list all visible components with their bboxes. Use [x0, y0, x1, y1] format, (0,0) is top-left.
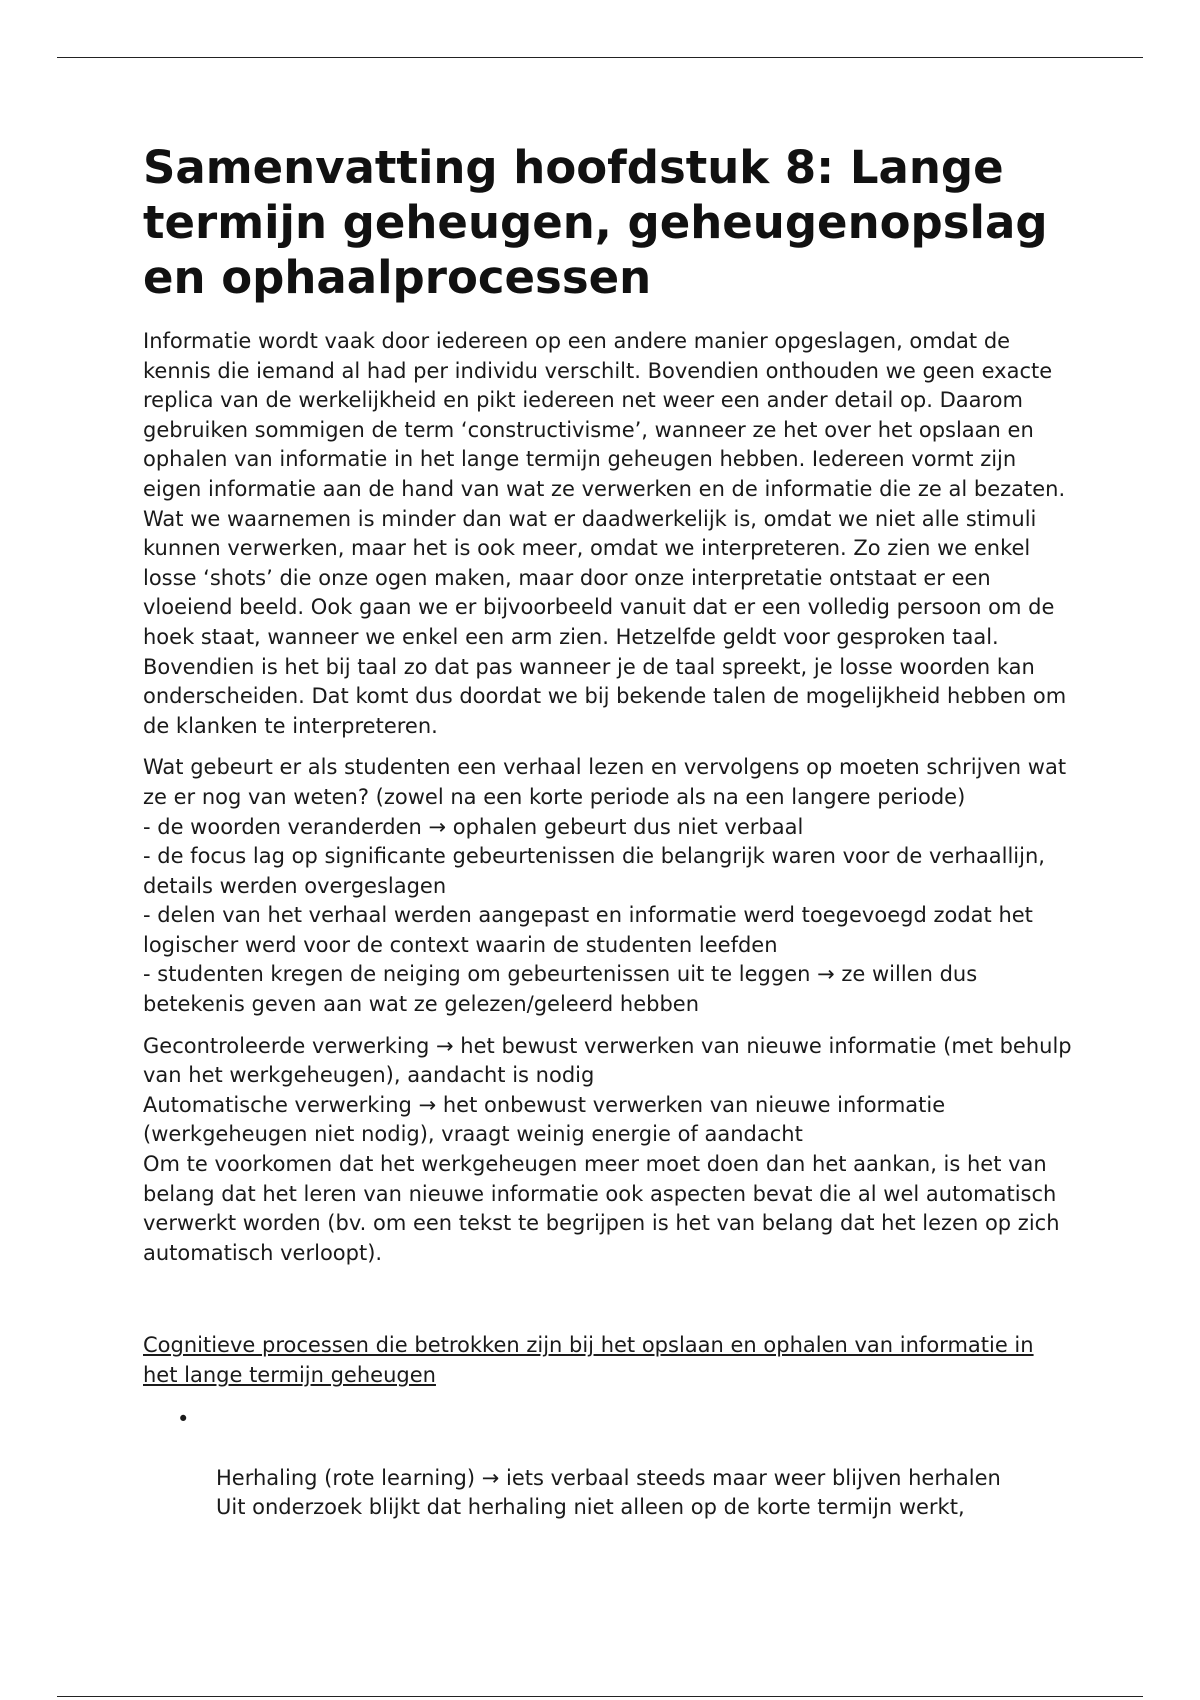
top-rule — [57, 57, 1143, 58]
document-page — [143, 140, 1073, 1523]
bullet-list — [143, 1405, 1073, 1523]
list-item-text: Herhaling (rote learning) → iets verbaal steeds maar weer blijven herhalen Uit onderzoek blijkt dat herhaling niet alleen op de korte termijn werkt, — [216, 1465, 1001, 1520]
section-subheading: Cognitieve processen die betrokken zijn bij het opslaan en ophalen van informatie in het lange termijn geheugen — [143, 1333, 1034, 1387]
paragraph-processing: Gecontroleerde verwerking → het bewust verwerken van nieuwe informatie (met behulp van het werkgeheugen), aandacht is nodig Automatische verwerking → het onbewust verwerken van nieuwe informatie (werkgeheugen niet nodig), vraagt weinig energie of aandacht Om te voorkomen dat het werkgeheugen meer moet doen dan het aankan, is het van belang dat het leren van nieuwe informatie ook aspecten bevat die al wel automatisch verwerkt worden (bv. om een tekst te begrijpen is het van belang dat het lezen op zich automatisch verloopt). — [143, 1033, 1072, 1265]
bullet-marker: • — [177, 1406, 190, 1431]
paragraph-constructivism: Informatie wordt vaak door iedereen op een andere manier opgeslagen, omdat de kennis die iemand al had per individu verschilt. Bovendien onthouden we geen exacte replica van de werkelijkheid en pikt iedereen net weer een ander detail op. Daarom gebruiken sommigen de term ‘constructivisme’, wanneer ze het over het opslaan en ophalen van informatie in het lange termijn geheugen hebben. Iedereen vormt zijn eigen informatie aan de hand van wat ze verwerken en de informatie die ze al bezaten. Wat we waarnemen is minder dan wat er daadwerkelijk is, omdat we niet alle stimuli kunnen verwerken, maar het is ook meer, omdat we interpreteren. Zo zien we enkel losse ‘shots’ die onze ogen maken, maar door onze interpretatie ontstaat er een vloeiend beeld. Ook gaan we er bijvoorbeeld vanuit dat er een volledig persoon om de hoek staat, wanneer we enkel een arm zien. Hetzelfde geldt voor gesproken taal. Bovendien is het bij taal zo dat pas wanneer je de taal spreekt, je losse woorden kan onderscheiden. Dat komt dus doordat we bij bekende talen de mogelijkheid hebben om de klanken te interpreteren. — [143, 329, 1067, 738]
bottom-rule — [57, 1696, 1143, 1697]
paragraph-story-recall: Wat gebeurt er als studenten een verhaal lezen en vervolgens op moeten schrijven wat ze er nog van weten? (zowel na een korte periode als na een langere periode) - de woorden veranderden → ophalen gebeurt dus niet verbaal - de focus lag op significante gebeurtenissen die belangrijk waren voor de verhaallijn, details werden overgeslagen - delen van het verhaal werden aangepast en informatie werd toegevoegd zodat het logischer werd voor de context waarin de studenten leefden - studenten kregen de neiging om gebeurtenissen uit te leggen → ze willen dus betekenis geven aan wat ze gelezen/geleerd hebben — [143, 755, 1067, 1017]
list-item — [143, 1405, 1073, 1523]
document-title: Samenvatting hoofdstuk 8: Lange termijn geheugen, geheugenopslag en ophaalprocessen — [143, 141, 1048, 304]
